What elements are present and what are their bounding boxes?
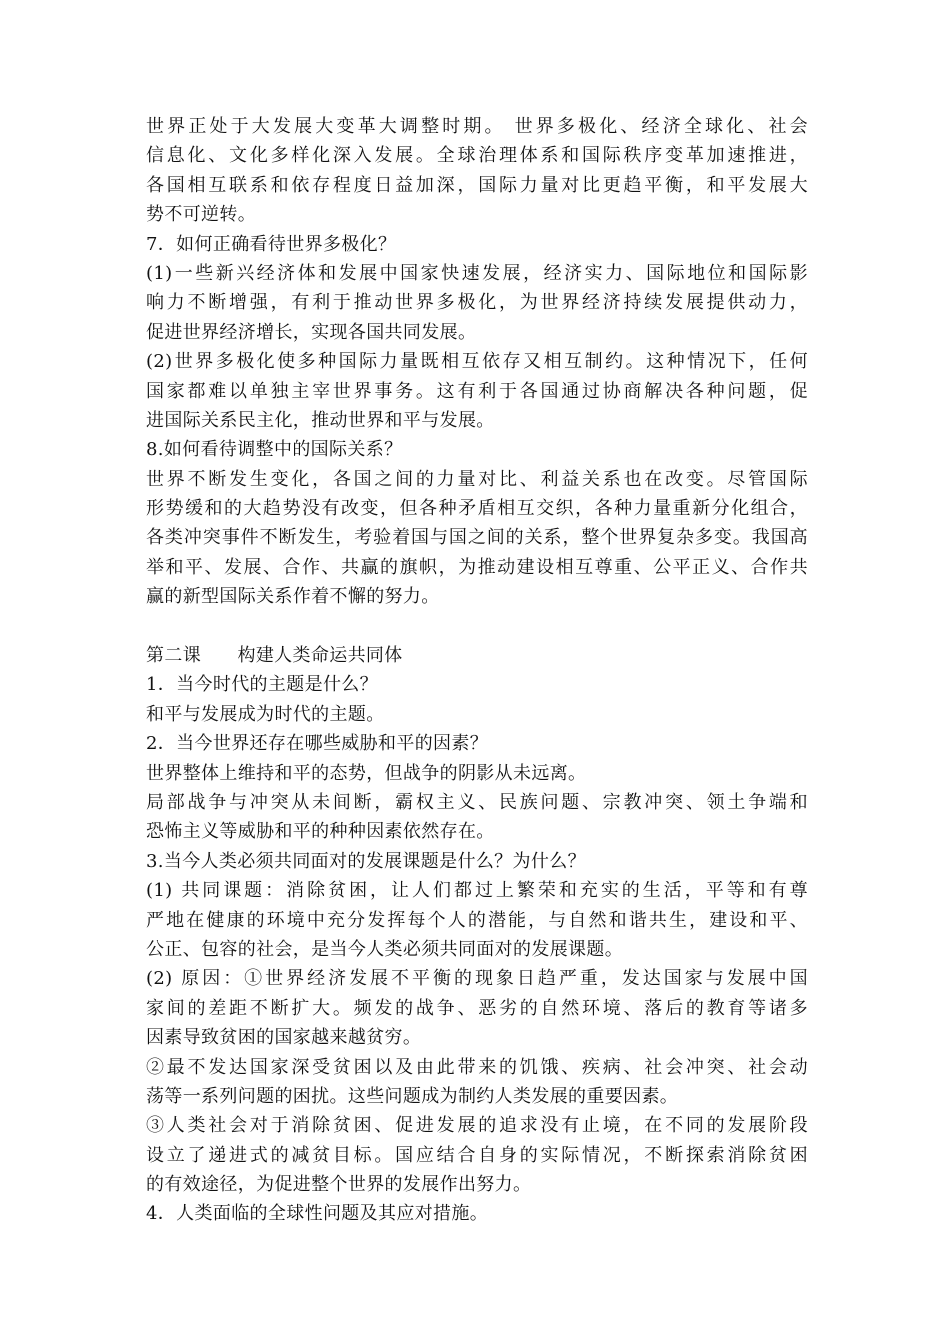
- text-line: 局部战争与冲突从未间断，霸权主义、民族问题、宗教冲突、领土争端和: [146, 791, 808, 813]
- text-line: (2)世界多极化使多种国际力量既相互依存又相互制约。这种情况下，任何: [146, 351, 808, 373]
- text-line: 荡等一系列问题的困扰。这些问题成为制约人类发展的重要因素。: [146, 1085, 679, 1107]
- text-line: ③人类社会对于消除贫困、促进发展的追求没有止境，在不同的发展阶段: [146, 1115, 808, 1137]
- text-line: 国家都难以单独主宰世界事务。这有利于各国通过协商解决各种问题，促: [146, 380, 808, 402]
- text-line: 促进世界经济增长，实现各国共同发展。: [146, 321, 477, 343]
- question-heading: 7．如何正确看待世界多极化？: [146, 233, 397, 255]
- text-line: (2) 原因：①世界经济发展不平衡的现象日趋严重，发达国家与发展中国: [146, 968, 808, 990]
- text-line: 设立了递进式的减贫目标。国应结合自身的实际情况，不断探索消除贫困: [146, 1144, 808, 1166]
- text-line: 的有效途径，为促进整个世界的发展作出努力。: [146, 1174, 532, 1196]
- text-line: 恐怖主义等威胁和平的种种因素依然存在。: [146, 821, 495, 843]
- question-heading: 1．当今时代的主题是什么？: [146, 674, 379, 696]
- text-line: 举和平、发展、合作、共赢的旗帜，为推动建设相互尊重、公平正义、合作共: [146, 556, 808, 578]
- text-line: (1) 共同课题：消除贫困，让人们都过上繁荣和充实的生活，平等和有尊: [146, 880, 808, 902]
- question-heading: 4．人类面临的全球性问题及其应对措施。: [146, 1203, 489, 1225]
- text-line: 严地在健康的环境中充分发挥每个人的潜能，与自然和谐共生，建设和平、: [146, 909, 808, 931]
- text-line: 世界正处于大发展大变革大调整时期。 世界多极化、经济全球化、社会: [146, 116, 808, 137]
- text-line: ②最不发达国家深受贫困以及由此带来的饥饿、疾病、社会冲突、社会动: [146, 1056, 808, 1078]
- text-line: 进国际关系民主化，推动世界和平与发展。: [146, 409, 495, 431]
- text-line: 家间的差距不断扩大。频发的战争、恶劣的自然环境、落后的教育等诸多: [146, 997, 808, 1019]
- text-line: 和平与发展成为时代的主题。: [146, 703, 385, 725]
- lesson-title: 第二课 构建人类命运共同体: [146, 645, 403, 667]
- blank-line: [146, 612, 808, 641]
- text-line: 公正、包容的社会，是当今人类必须共同面对的发展课题。: [146, 938, 624, 960]
- text-line: 赢的新型国际关系作着不懈的努力。: [146, 586, 440, 608]
- text-line: (1)一些新兴经济体和发展中国家快速发展，经济实力、国际地位和国际影: [146, 262, 808, 284]
- text-line: 世界不断发生变化，各国之间的力量对比、利益关系也在改变。尽管国际: [146, 468, 808, 490]
- question-heading: 8.如何看待调整中的国际关系？: [146, 439, 403, 461]
- text-line: 响力不断增强，有利于推动世界多极化，为世界经济持续发展提供动力，: [146, 292, 808, 314]
- text-line: 世界整体上维持和平的态势，但战争的阴影从未远离。: [146, 762, 587, 784]
- question-heading: 2．当今世界还存在哪些威胁和平的因素？: [146, 733, 489, 755]
- text-line: 信息化、文化多样化深入发展。全球治理体系和国际秩序变革加速推进，: [146, 145, 808, 167]
- text-line: 各国相互联系和依存程度日益加深，国际力量对比更趋平衡，和平发展大: [146, 174, 808, 196]
- question-heading: 3.当今人类必须共同面对的发展课题是什么？为什么？: [146, 850, 586, 872]
- text-line: 各类冲突事件不断发生，考验着国与国之间的关系，整个世界复杂多变。我国高: [146, 527, 808, 549]
- text-line: 势不可逆转。: [146, 204, 257, 226]
- document-page: [146, 112, 808, 1229]
- text-line: 因素导致贫困的国家越来越贫穷。: [146, 1027, 422, 1049]
- text-line: 形势缓和的大趋势没有改变，但各种矛盾相互交织，各种力量重新分化组合，: [146, 498, 808, 520]
